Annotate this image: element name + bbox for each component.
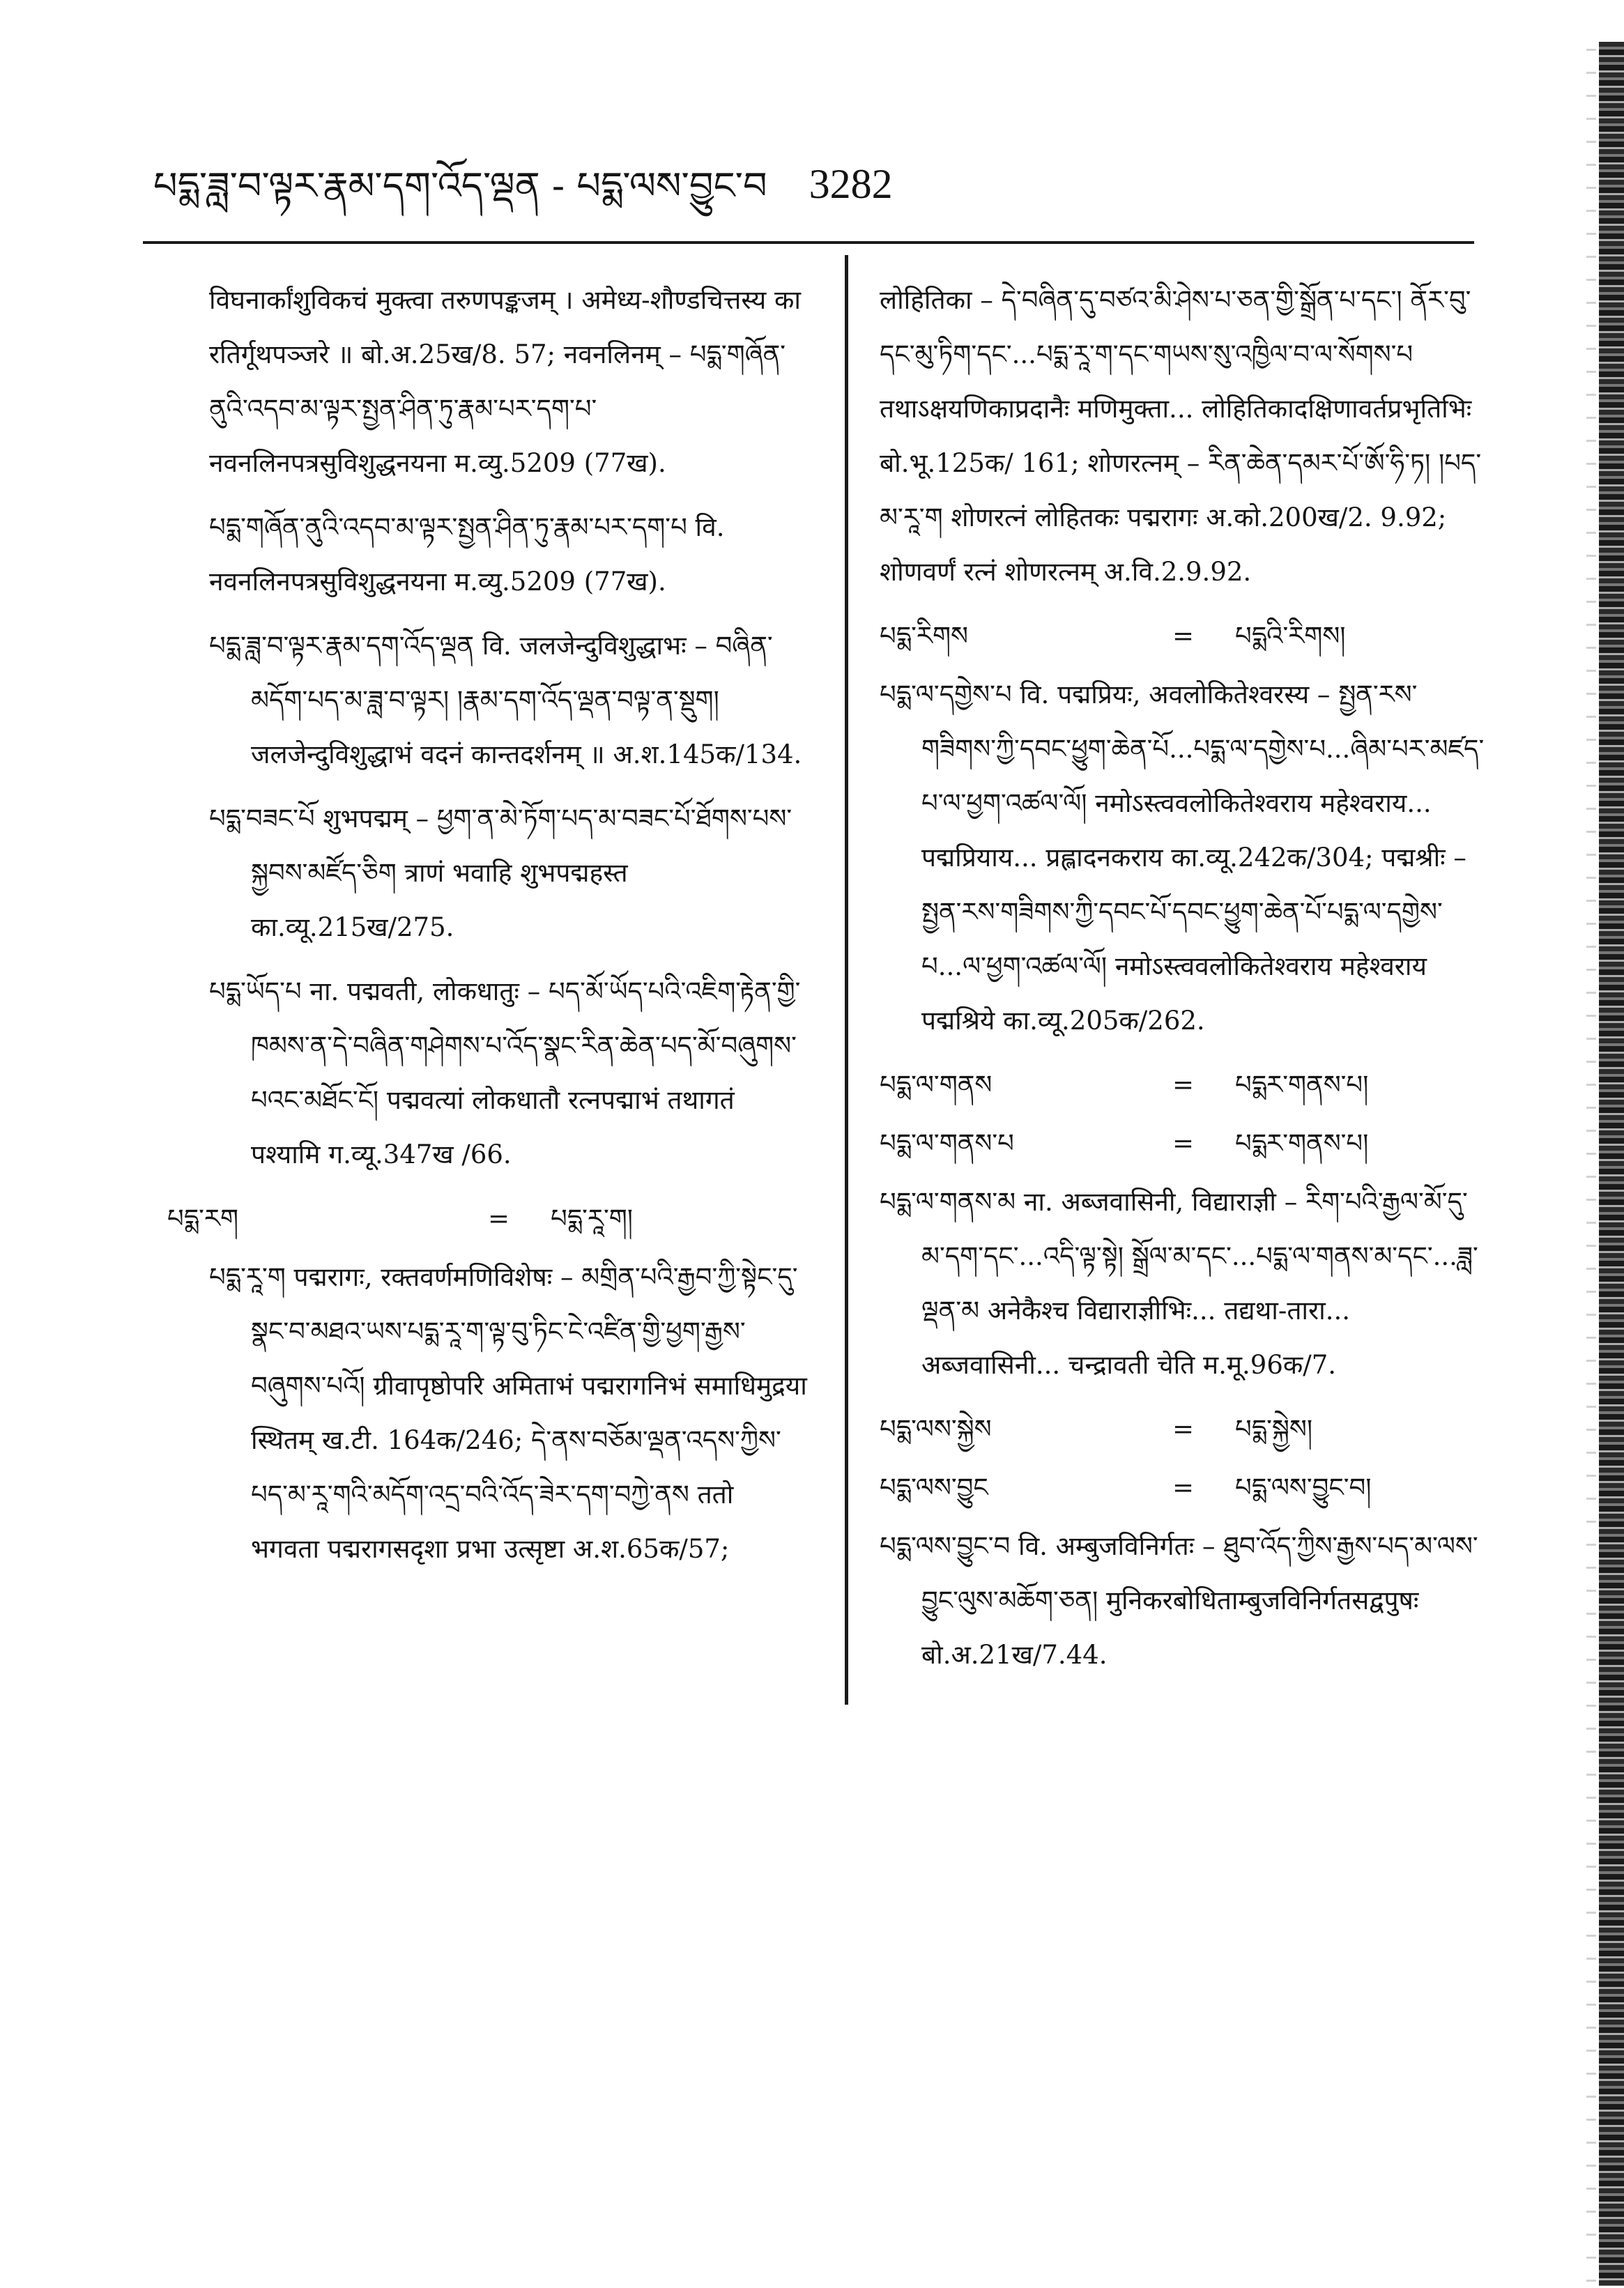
xref-head: པདྨ་ལ་གནས་པ — [880, 1128, 1014, 1158]
xref-target: པདྨར་གནས་པ། — [1235, 1128, 1369, 1158]
xref-padma-rag — [167, 1192, 809, 1246]
entry-continuation: विघनार्कांशुविकचं मुक्त्वा तरुणपङ्कजम् । अमेध्य-शौण्डचित्तस्य का रतिर्गूथपञ्जरे ॥ बो.अ.25ख/8. 57; नवनलिनम् – པདྨ་གཞོན་ནུའི་འདབ་མ་ལྟར་སྤྱན་ཤིན་ཏུ་རྣམ་པར་དག་པ་ नवनलिनपत्रसुविशुद्धनयना म.व्यु.5209 (77ख). — [209, 285, 801, 478]
xref-target: པདྨ་རཱ་ག། — [551, 1204, 633, 1234]
xref-target: པདྨའི་རིགས། — [1235, 621, 1346, 651]
xref-target: པདྨ་ལས་བྱུང་བ། — [1235, 1473, 1372, 1503]
xref-head: པདྨ་ལ་གནས — [880, 1070, 993, 1100]
xref-padma-las-byung — [880, 1461, 1486, 1515]
entry-padmavati: པདྨ་ཡོད་པ ना. पद्मवती, लोकधातुः – པད་མོ་ཡོད་པའི་འཇིག་རྟེན་གྱི་ཁམས་ན་དེ་བཞིན་གཤེགས་པ་འོད་སྣང་རིན་ཆེན་པད་མོ་བཞུགས་པའང་མཐོང་ངོ། पद्मवत्यां लोकधातौ रत्नपद्माभं तथागतं पश्यामि ग.व्यू.347ख /66. — [209, 976, 801, 1169]
xref-equals: = — [1172, 1414, 1195, 1444]
entry-lohitika: लोहितिका – དེ་བཞིན་དུ་བཙའ་མི་ཤེས་པ་ཅན་གྱི་སྒྲོན་པ་དང་། ནོར་བུ་དང་མུ་ཏིག་དང་...པདྨ་རཱ་ག་དང་གཡས་སུ་འཁྱིལ་བ་ལ་སོགས་པ तथाऽक्षयणिकाप्रदानैः मणिमुक्ता... लोहितिकादक्षिणावर्तप्रभृतिभिः बो.भू.125क/ 161; शोणरत्नम् – རིན་ཆེན་དམར་པོ་ཨོ་ཧི་ཏ། །པད་མ་རཱ་ག शोणरत्नं लोहितकः पद्मरागः अ.को.200ख/2. 9.92; शोणवर्णं रत्नं शोणरत्नम् अ.वि.2.9.92. — [880, 285, 1482, 587]
entry-padmapriya: པདྨ་ལ་དགྱེས་པ वि. पद्मप्रियः, अवलोकितेश्वरस्य – སྤྱན་རས་གཟིགས་ཀྱི་དབང་ཕྱུག་ཆེན་པོ...པདྨ་ལ་དགྱེས་པ...ཞིམ་པར་མཛད་པ་ལ་ཕྱག་འཚལ་ལོ། नमोऽस्त्ववलोकितेश्वराय महेश्वराय... पद्मप्रियाय... प्रह्लादनकराय का.व्यू.242क/304; पद्मश्रीः – སྤྱན་རས་གཟིགས་ཀྱི་དབང་པོ་དབང་ཕྱུག་ཆེན་པོ་པདྨ་ལ་དགྱེས་པ...ལ་ཕྱག་འཚལ་ལོ། नमोऽस्त्ववलोकितेश्वराय महेश्वराय पद्मश्रिये का.व्यू.205क/262. — [880, 680, 1485, 1036]
scan-edge-speckle — [1586, 28, 1596, 2286]
xref-head: པདྨ་རིགས — [880, 621, 968, 651]
scan-edge-strip — [1599, 42, 1624, 2286]
xref-padma-la-gnas — [880, 1058, 1486, 1112]
xref-head: པདྨ་རག — [167, 1204, 239, 1234]
left-column — [167, 273, 809, 1586]
entry-padmaraga: པདྨ་རཱ་ག पद्मरागः, रक्तवर्णमणिविशेषः – མགྲིན་པའི་རྒྱབ་ཀྱི་སྟེང་དུ་སྣང་བ་མཐའ་ཡས་པདྨ་རཱ་ག་ལྟ་བུ་ཏིང་ངེ་འཛིན་གྱི་ཕྱག་རྒྱས་བཞུགས་པའོ། ग्रीवापृष्ठोपरि अमिताभं पद्मरागनिभं समाधिमुद्रया स्थितम् ख.टी. 164क/246; དེ་ནས་བཅོམ་ལྡན་འདས་ཀྱིས་པད་མ་རཱ་གའི་མདོག་འདྲ་བའི་འོད་ཟེར་དག་བཀྱེ་ནས ततो भगवता पद्मरागसदृशा प्रभा उत्सृष्टा अ.श.65क/57; — [209, 1262, 807, 1564]
xref-equals: = — [1172, 1128, 1195, 1158]
xref-head: པདྨ་ལས་སྐྱེས — [880, 1414, 992, 1444]
xref-head: པདྨ་ལས་བྱུང — [880, 1473, 988, 1503]
xref-padma-la-gnas-pa — [880, 1116, 1486, 1171]
entry-abjavasini: པདྨ་ལ་གནས་མ ना. अब्जवासिनी, विद्याराज्ञी – རིག་པའི་རྒྱལ་མོ་དུ་མ་དག་དང་...འདི་ལྟ་སྟེ། སྒྲོལ་མ་དང་...པདྨ་ལ་གནས་མ་དང་...ཟླ་ལྡན་མ अनेकैश्च विद्याराज्ञीभिः... तद्यथा-तारा... अब्जवासिनी... चन्द्रावती चेति म.मू.96क/7. — [880, 1187, 1478, 1380]
column-divider — [845, 255, 848, 1705]
page-number: 3282 — [809, 161, 893, 207]
xref-target: པདྨ་སྐྱེས། — [1235, 1414, 1313, 1444]
right-column — [880, 273, 1486, 1692]
running-head: པདྨ་ཟླ་བ་ལྟར་རྣམ་དག་འོད་ལྡན - པདྨ་ལས་བྱུང་བ — [153, 164, 767, 208]
entry-ambujavinirgata: པདྨ་ལས་བྱུང་བ वि. अम्बुजविनिर्गतः – ཐུབ་འོད་ཀྱིས་རྒྱས་པད་མ་ལས་བྱུང་ལུས་མཆོག་ཅན། मुनिकरबोधिताम्बुजविनिर्गतसद्वपुषः बो.अ.21ख/7.44. — [880, 1531, 1478, 1670]
xref-equals: = — [488, 1204, 510, 1234]
header-rule — [143, 241, 1474, 244]
entry-shubhapadma: པདྨ་བཟང་པོ शुभपद्मम् – ཕྱག་ན་མེ་ཏོག་པད་མ་བཟང་པོ་ཐོགས་པས་སྐྱབས་མཛོད་ཅིག त्राणं भवाहि शुभपद्महस्त का.व्यू.215ख/275. — [209, 804, 792, 942]
page-header — [153, 139, 1478, 209]
xref-equals: = — [1172, 1070, 1195, 1100]
entry-jalajendu: པདྨ་ཟླ་བ་ལྟར་རྣམ་དག་འོད་ལྡན वि. जलजेन्दुविशुद्धाभः – བཞིན་མདོག་པད་མ་ཟླ་བ་ལྟར། །རྣམ་དག་འོད་ལྡན་བལྟ་ན་སྡུག། जलजेन्दुविशुद्धाभं वदनं कान्तदर्शनम् ॥ अ.श.145क/134. — [209, 631, 802, 769]
xref-target: པདྨར་གནས་པ། — [1235, 1070, 1369, 1100]
entry-navanalina: པདྨ་གཞོན་ནུའི་འདབ་མ་ལྟར་སྤྱན་ཤིན་ཏུ་རྣམ་པར་དག་པ वि. नवनलिनपत्रसुविशुद्धनयना म.व्यु.5209 (77ख). — [209, 512, 725, 597]
xref-equals: = — [1172, 1473, 1195, 1503]
xref-equals: = — [1172, 621, 1195, 651]
xref-padma-las-skyes — [880, 1402, 1486, 1457]
xref-padma-rigs — [880, 609, 1486, 663]
